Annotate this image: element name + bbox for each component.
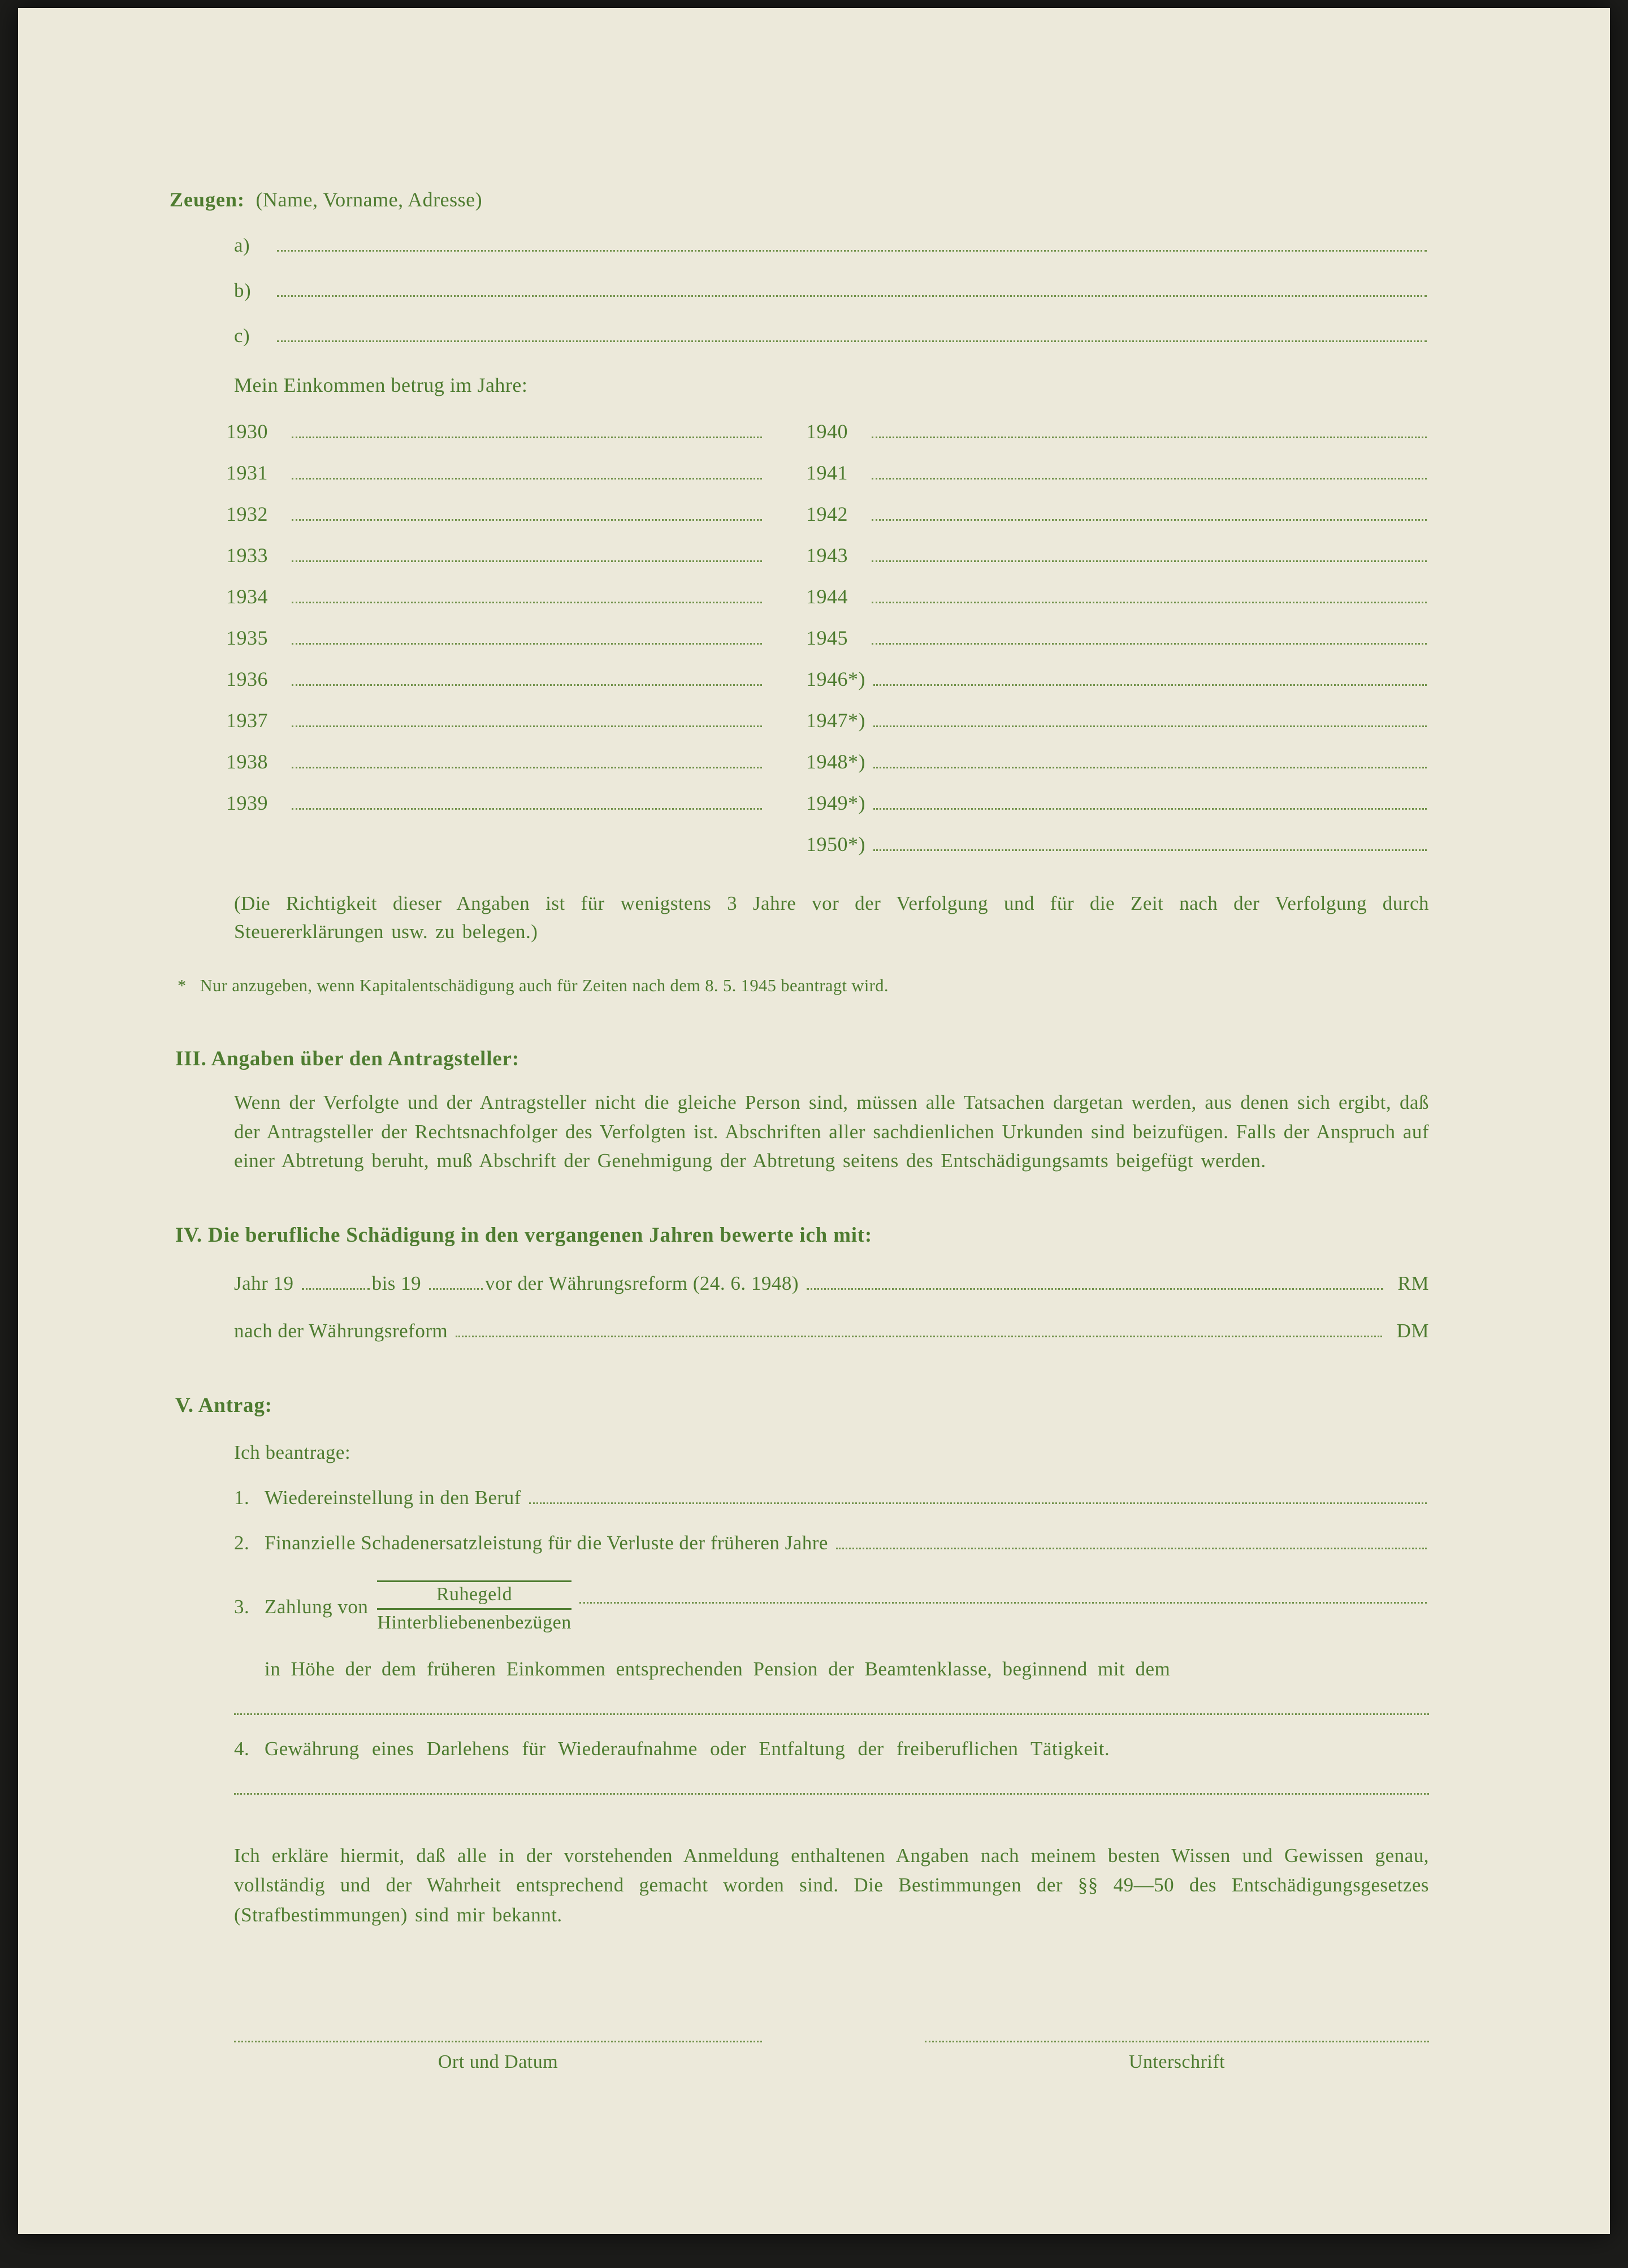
- income-row-1931: [226, 461, 764, 485]
- income-row-1947: [806, 709, 1429, 732]
- income-row-1936: [226, 667, 764, 691]
- year-label: 1936: [226, 668, 268, 690]
- income-field-1933: [292, 560, 762, 562]
- valuation-row-after-reform: [234, 1320, 1429, 1342]
- income-row-1950: [806, 832, 1429, 856]
- income-field-1944: [872, 602, 1427, 603]
- witness-c-label: c): [234, 325, 250, 347]
- year-label: 1950*): [806, 833, 865, 856]
- year-label: 1944: [806, 585, 848, 608]
- application-item-2: [234, 1532, 1429, 1554]
- income-row-1949: [806, 791, 1429, 815]
- income-field-1948: [873, 767, 1427, 768]
- year-label: 1932: [226, 503, 268, 525]
- income-row-1938: [226, 750, 764, 774]
- year-label: 1939: [226, 792, 268, 814]
- year-label: 1934: [226, 585, 268, 608]
- place-date-label: Ort und Datum: [438, 2051, 558, 2073]
- form-page: [18, 8, 1610, 2234]
- year-from-field: [302, 1288, 370, 1290]
- witness-row-b: [234, 279, 1429, 302]
- section3-body: Wenn der Verfolgte und der Antragsteller nicht die gleiche Person sind, müssen alle Tatsachen dargetan werden, aus denen sich ergibt, daß der Antragsteller der Rechtsnachfolger des Verfolgten ist. Abschriften aller sachdienlichen Urkunden sind beizufügen. Falls der Anspruch auf einer Abtretung beruht, muß Abschrift der Genehmigung der Abtretung seitens des Entschädigungsamts beigefügt werden.: [234, 1091, 1429, 1172]
- signature-field: [925, 2041, 1429, 2042]
- income-field-1940: [872, 437, 1427, 438]
- year-label: 1949*): [806, 792, 865, 814]
- income-row-1930: [226, 420, 764, 443]
- income-row-1932: [226, 502, 764, 526]
- witness-row-a: [234, 234, 1429, 257]
- before-reform-label: vor der Währungsreform (24. 6. 1948): [485, 1272, 799, 1294]
- truth-declaration: Ich erkläre hiermit, daß alle in der vorstehenden Anmeldung enthaltenen Angaben nach meinem besten Wissen und Gewissen genau, vollständig und der Wahrheit entsprechend gemacht worden sind. Die Bestimmungen der §§ 49—50 des Entschädigungsgesetzes (Strafbestimmungen) sind mir bekannt.: [234, 1844, 1429, 1926]
- witness-c-field: [277, 340, 1427, 342]
- income-field-1941: [872, 478, 1427, 479]
- income-field-1947: [873, 725, 1427, 727]
- witness-b-label: b): [234, 279, 252, 301]
- income-field-1938: [292, 767, 762, 768]
- year-label: 1948*): [806, 750, 865, 773]
- income-field-1943: [872, 560, 1427, 562]
- year-label: 1943: [806, 544, 848, 567]
- item-number: 4.: [234, 1737, 250, 1760]
- place-date-field: [234, 2041, 762, 2042]
- year-label: 1942: [806, 503, 848, 525]
- income-row-1942: [806, 502, 1429, 526]
- footnote-mark: *: [177, 976, 187, 996]
- year-label: 1935: [226, 627, 268, 649]
- item-text: Finanzielle Schadenersatzleistung für die Verluste der früheren Jahre: [265, 1531, 828, 1554]
- income-field-1946: [873, 684, 1427, 686]
- signature-block: [925, 2041, 1429, 2073]
- year-label: 1937: [226, 709, 268, 732]
- signature-label: Unterschrift: [1128, 2051, 1226, 2073]
- year-label: 1930: [226, 420, 268, 443]
- currency-rm-label: RM: [1397, 1272, 1429, 1294]
- place-date-block: [234, 2041, 762, 2073]
- income-row-1943: [806, 543, 1429, 567]
- currency-dm-label: DM: [1396, 1319, 1429, 1342]
- income-row-1944: [806, 585, 1429, 608]
- footnote-text: Nur anzugeben, wenn Kapitalentschädigung auch für Zeiten nach dem 8. 5. 1945 beantragt wird.: [200, 976, 889, 996]
- witness-row-c: [234, 325, 1429, 347]
- income-row-1934: [226, 585, 764, 608]
- income-field-1949: [873, 808, 1427, 810]
- year-label: 1931: [226, 461, 268, 484]
- item3-continuation: in Höhe der dem früheren Einkommen entsprechenden Pension der Beamtenklasse, beginnend mit dem: [265, 1657, 1171, 1680]
- application-intro: Ich beantrage:: [234, 1441, 351, 1463]
- application-item-3: [234, 1580, 1429, 1634]
- section5-heading: V. Antrag:: [175, 1393, 272, 1417]
- income-field-1935: [292, 643, 762, 645]
- item4-field: [234, 1793, 1429, 1795]
- section3-heading: III. Angaben über den Antragsteller:: [175, 1047, 519, 1071]
- application-item-1: [234, 1487, 1429, 1509]
- signature-area: [234, 2041, 1429, 2073]
- income-field-1939: [292, 808, 762, 810]
- witness-b-field: [277, 295, 1427, 297]
- item2-field: [836, 1548, 1427, 1549]
- witness-a-label: a): [234, 234, 250, 256]
- income-column-right: [806, 420, 1429, 874]
- valuation-row-before-reform: [234, 1272, 1429, 1295]
- income-field-1932: [292, 519, 762, 521]
- income-verification-note: (Die Richtigkeit dieser Angaben ist für wenigstens 3 Jahre vor der Verfolgung und für die Zeit nach der Verfolgung durch Steuererklärungen usw. zu belegen.): [234, 892, 1429, 943]
- income-row-1945: [806, 626, 1429, 650]
- year-label: 1938: [226, 750, 268, 773]
- item-text: Gewährung eines Darlehens für Wiederaufnahme oder Entfaltung der freiberuflichen Tätigkeit.: [265, 1737, 1110, 1760]
- witness-a-field: [277, 250, 1427, 252]
- year-label: 1940: [806, 420, 848, 443]
- item-number: 3.: [234, 1596, 250, 1618]
- income-field-1937: [292, 725, 762, 727]
- income-row-1946: [806, 667, 1429, 691]
- income-column-left: [226, 420, 764, 874]
- year-to-label: bis 19: [371, 1272, 422, 1294]
- year-label: 1946*): [806, 668, 865, 690]
- year-from-label: Jahr 19: [234, 1272, 294, 1294]
- item3-field: [579, 1602, 1427, 1604]
- income-field-1950: [873, 849, 1427, 851]
- income-row-1941: [806, 461, 1429, 485]
- option-ruhegeld: Ruhegeld: [377, 1580, 571, 1610]
- income-row-1948: [806, 750, 1429, 774]
- asterisk-footnote: [177, 976, 1429, 996]
- section4-heading: IV. Die berufliche Schädigung in den vergangenen Jahren bewerte ich mit:: [175, 1223, 873, 1247]
- witnesses-hint: (Name, Vorname, Adresse): [256, 188, 483, 211]
- option-hinterbliebenenbezuege: Hinterbliebenenbezügen: [377, 1612, 571, 1633]
- income-grid: [226, 420, 1429, 874]
- application-item-4: [234, 1738, 1429, 1760]
- income-heading: Mein Einkommen betrug im Jahre:: [234, 374, 528, 396]
- item-text: Wiedereinstellung in den Beruf: [265, 1486, 521, 1509]
- year-label: 1933: [226, 544, 268, 567]
- income-row-1935: [226, 626, 764, 650]
- item3-prefix: Zahlung von: [265, 1596, 369, 1618]
- amount-rm-field: [807, 1288, 1383, 1290]
- witnesses-label: Zeugen:: [170, 188, 245, 211]
- item3-date-field: [234, 1713, 1429, 1715]
- income-field-1934: [292, 602, 762, 603]
- income-row-1937: [226, 709, 764, 732]
- item-number: 1.: [234, 1486, 250, 1509]
- witnesses-heading: [170, 188, 1429, 211]
- income-field-1931: [292, 478, 762, 479]
- after-reform-label: nach der Währungsreform: [234, 1319, 448, 1342]
- income-field-1930: [292, 437, 762, 438]
- income-row-1933: [226, 543, 764, 567]
- pension-type-fraction: [377, 1580, 571, 1634]
- year-label: 1941: [806, 461, 848, 484]
- item1-field: [529, 1502, 1427, 1504]
- income-row-1940: [806, 420, 1429, 443]
- year-label: 1945: [806, 627, 848, 649]
- income-field-1942: [872, 519, 1427, 521]
- income-row-1939: [226, 791, 764, 815]
- income-field-1945: [872, 643, 1427, 645]
- year-to-field: [429, 1288, 483, 1290]
- amount-dm-field: [456, 1336, 1382, 1337]
- item-number: 2.: [234, 1531, 250, 1554]
- income-field-1936: [292, 684, 762, 686]
- year-label: 1947*): [806, 709, 865, 732]
